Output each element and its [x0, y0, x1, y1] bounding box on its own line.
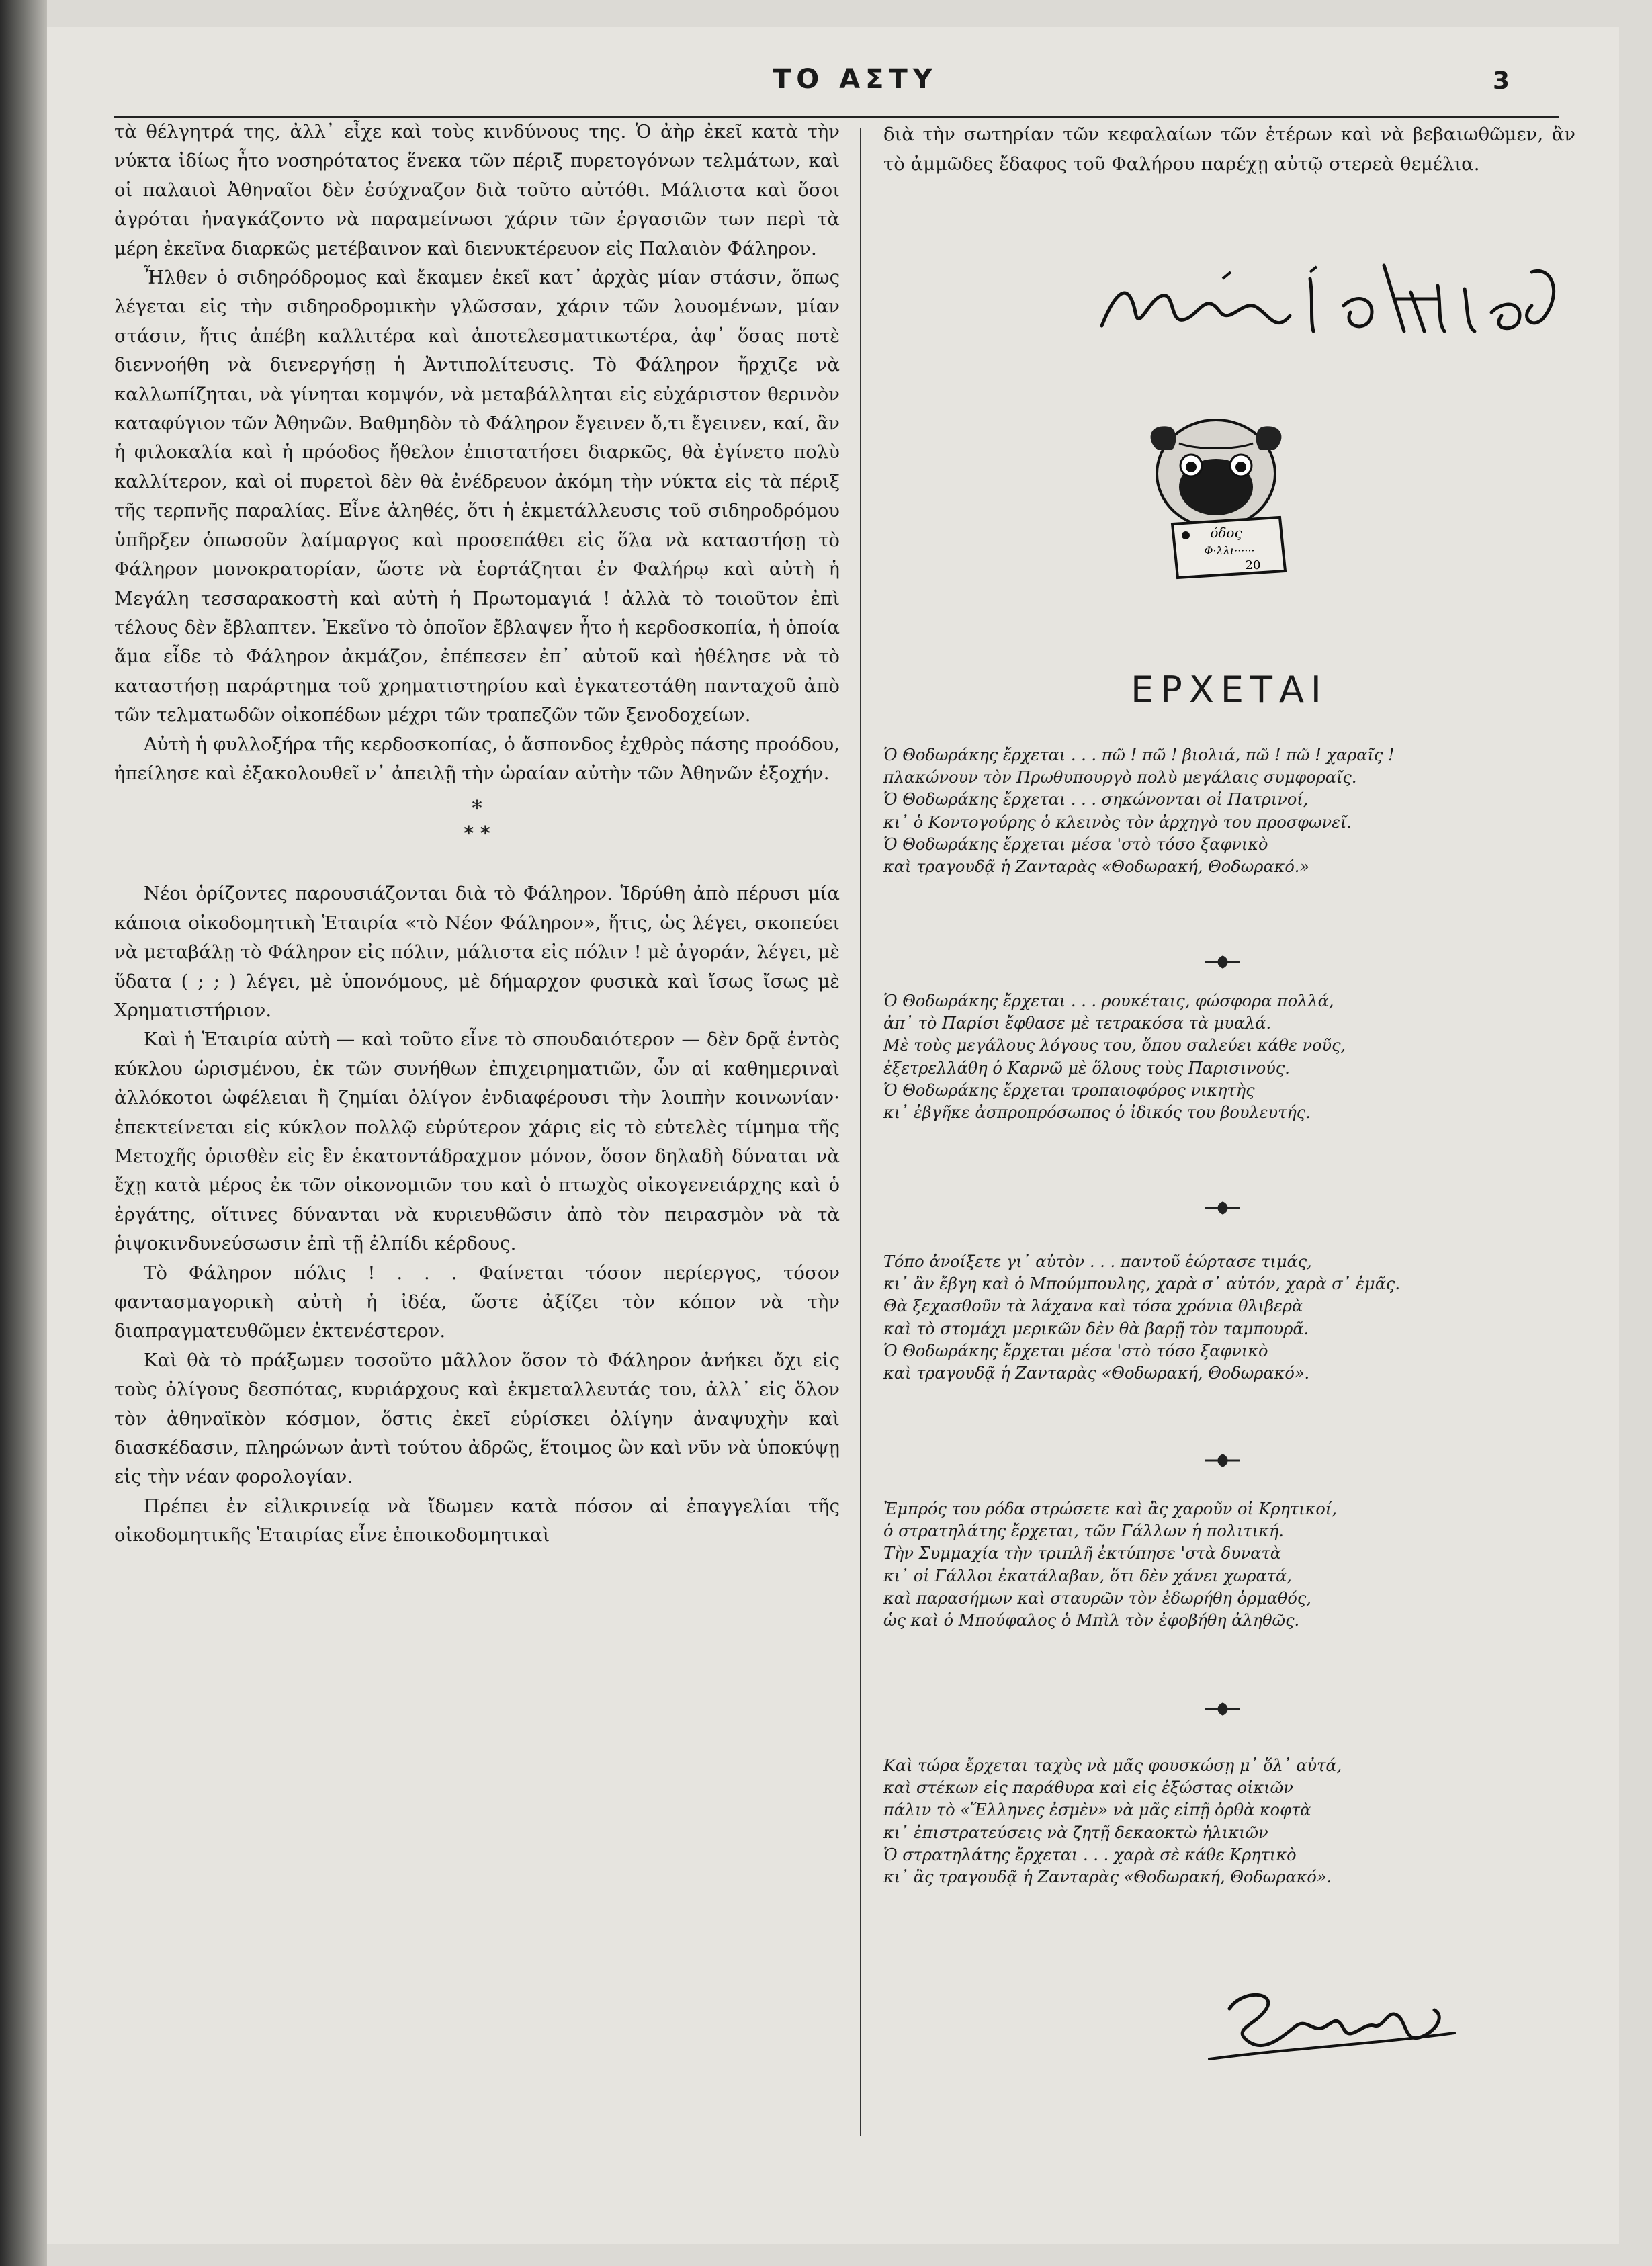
- leaf-ornament: [1203, 954, 1243, 970]
- leaf-ornament: [1203, 1200, 1243, 1216]
- poem-line: Ὁ Θοδωράκης ἔρχεται . . . σηκώνονται οἱ Πατρινοί,: [883, 790, 1309, 810]
- leaf-ornament: [1203, 1452, 1243, 1469]
- poem-line: Ὁ Θοδωράκης ἔρχεται . . . ρουκέταις, φώσφορα πολλά,: [883, 992, 1334, 1010]
- poem-line: Ὁ Θοδωράκης ἔρχεται μέσα 'στὸ τόσο ξαφνικὸ: [883, 1341, 1268, 1360]
- poem-line: Θὰ ξεχασθοῦν τὰ λάχανα καὶ τόσα χρόνια θλιβερὰ: [883, 1297, 1303, 1316]
- paragraph: Καὶ θὰ τὸ πράξωμεν τοσοῦτο μᾶλλον ὅσον τὸ Φάληρον ἀνήκει ὄχι εἰς τοὺς ὀλίγους δεσπότας, κυριάρχους καὶ ἐκμεταλλευτάς του, ἀλλ᾽ εἰς ὅλον τὸν ἀθηναϊκὸν κόσμον, ὅστις ἐκεῖ εὑρίσκει ὀλίγην ἀναψυχὴν καὶ διασκέδασιν, πληρώνων ἀντὶ τούτου ἀδρῶς, ἕτοιμος ὢν καὶ νῦν νὰ ὑποκύψῃ εἰς τὴν νέαν φορολογίαν.: [114, 1349, 840, 1488]
- poem-line: Ἐμπρός του ρόδα στρώσετε καὶ ἂς χαροῦν οἱ Κρητικοί,: [883, 1499, 1337, 1518]
- poem-line: ἀπ᾽ τὸ Παρίσι ἔφθασε μὲ τετρακόσα τὰ μυαλά.: [883, 1014, 1272, 1033]
- paragraph: τὰ θέλγητρά της, ἀλλ᾽ εἶχε καὶ τοὺς κινδύνους της. Ὁ ἀὴρ ἐκεῖ κατὰ τὴν νύκτα ἰδίως ἦτο νοσηρότατος ἕνεκα τῶν πέριξ πυρετογόνων τελμάτων, καὶ οἱ παλαιοὶ Ἀθηναῖοι δὲν ἐσύχναζον διὰ τοῦτο αὐτόθι. Μάλιστα καὶ ὅσοι ἀγρόται ἠναγκάζοντο νὰ παραμείνωσι χάριν τῶν ἐργασιῶν των περὶ τὰ μέρη ἐκεῖνα διαρκῶς μετέβαινον καὶ διενυκτέρευον εἰς Παλαιὸν Φάληρον.: [114, 121, 840, 259]
- card-text-line-1: όδος: [1210, 525, 1242, 541]
- poem-stanza-1: [883, 744, 1575, 878]
- poem-line: ὡς καὶ ὁ Μπούφαλος ὁ Μπὶλ τὸν ἐφοβήθη ἀληθῶς.: [883, 1611, 1300, 1630]
- card-text-line-3: 20: [1245, 558, 1261, 572]
- right-column-article-end: [883, 120, 1575, 179]
- poem-line: Ὁ Θοδωράκης ἔρχεται . . . πῶ ! πῶ ! βιολιά, πῶ ! πῶ ! χαραῖς !: [883, 746, 1395, 765]
- poem-line: καὶ παρασήμων καὶ σταυρῶν τὸν ἐδωρήθη ὁρμαθός,: [883, 1588, 1311, 1608]
- paragraph: Αὐτὴ ἡ φυλλοξήρα τῆς κερδοσκοπίας, ὁ ἄσπονδος ἐχθρὸς πάσης προόδου, ἠπείλησε καὶ ἐξακολουθεῖ ν᾽ ἀπειλῇ τὴν ὡραίαν αὐτὴν τῶν Ἀθηνῶν ἐξοχήν.: [114, 733, 840, 784]
- left-column-article: [114, 118, 840, 1551]
- poem-stanza-4: [883, 1498, 1575, 1632]
- poem-line: κι᾽ οἱ Γάλλοι ἐκατάλαβαν, ὅτι δὲν χάνει χωρατά,: [883, 1566, 1292, 1585]
- poem-line: Μὲ τοὺς μεγάλους λόγους του, ὅπου σαλεύει κάθε νοῦς,: [883, 1036, 1346, 1055]
- paragraph: Νέοι ὁρίζοντες παρουσιάζονται διὰ τὸ Φάληρον. Ἱδρύθη ἀπὸ πέρυσι μία κάποια οἰκοδομητικὴ Ἑταιρία «τὸ Νέον Φάληρον», ἥτις, ὡς λέγει, σκοπεύει νὰ μεταβάλῃ τὸ Φάληρον εἰς πόλιν, μάλιστα εἰς πόλιν ! μὲ ἀγοράν, λέγει, μὲ ὕδατα ( ; ; ) λέγει, μὲ ὑπονόμους, μὲ δήμαρχον φυσικὰ καὶ ἴσως ἴσως μὲ Χρηματιστήριον.: [114, 883, 840, 1021]
- poem-stanza-3: [883, 1251, 1575, 1385]
- asterism-separator: [114, 796, 840, 847]
- handwritten-signature-herodes: [1088, 252, 1572, 359]
- poem-line: καὶ τὸ στομάχι μερικῶν δὲν θὰ βαρῇ τὸν ταμπουρᾶ.: [883, 1319, 1309, 1338]
- asterism-top: *: [472, 797, 482, 821]
- paragraph: Ἦλθεν ὁ σιδηρόδρομος καὶ ἔκαμεν ἐκεῖ κατ᾽ ἀρχὰς μίαν στάσιν, ὅπως λέγεται εἰς τὴν σιδηροδρομικὴν γλῶσσαν, χάριν τῶν λουομένων, μίαν στάσιν, ἥτις ἀπέβη καλλιτέρα καὶ ἀποτελεσματικωτέρα, ἀφ᾽ ὅσας ποτὲ διεννοήθη νὰ διενεργήσῃ ἡ Ἀντιπολίτευσις. Τὸ Φάληρον ἤρχιζε νὰ καλλωπίζηται, νὰ γίνηται κομψόν, νὰ μεταβάλληται εἰς εὐχάριστον θερινὸν καταφύγιον τῶν Ἀθηνῶν. Βαθμηδὸν τὸ Φάληρον ἔγεινεν ὅ,τι ἔγεινεν, καί, ἂν ἡ φιλοκαλία καὶ ἡ πρόοδος ἤθελον ἐπιστατήσει διαρκῶς, θὰ ἐγίνετο πολὺ καλλίτερον, καὶ οἱ πυρετοὶ δὲν θὰ ἐνέδρευον ἀκόμη τὴν νύκτα εἰς τὰ πέριξ τῆς τερπνῆς παραλίας. Εἶνε ἀληθές, ὅτι ἡ ἐκμετάλλευσις τοῦ σιδηροδρόμου ὑπῆρξεν ὁπωσοῦν λαίμαργος καὶ προσεπάθει εἰς ὅλα νὰ καταστήσῃ τὸ Φάληρον μονοκρατορίαν, ὥστε νὰ ἑορτάζηται ἐν Φαλήρῳ καὶ αὐτὴ ἡ Μεγάλη τεσσαρακοστὴ καὶ αὐτὴ ἡ Πρωτομαγιά ! ἀλλὰ τὸ τοιοῦτον ἐπὶ τέλους δὲν ἔβλαπτεν. Ἐκεῖνο τὸ ὁποῖον ἔβλαψεν ἦτο ἡ κερδοσκοπία, ἡ ὁποία ἅμα εἶδε τὸ Φάληρον ἀκμάζον, ἐπέπεσεν ἐπ᾽ αὐτοῦ καὶ ἠθέλησε νὰ τὸ καταστήσῃ παράρτημα τοῦ χρηματιστηρίου καὶ ἐγκατεστάθη πανταχοῦ ἀπὸ τῶν τελματωδῶν οἰκοπέδων μέχρι τῶν τραπεζῶν τῶν ξενοδοχείων.: [114, 267, 840, 726]
- page-number: 3: [1493, 67, 1510, 95]
- card-text-line-2: Φ·λλι······: [1204, 544, 1255, 557]
- poem-line: Καὶ τώρα ἔρχεται ταχὺς νὰ μᾶς φουσκώσῃ μ᾽ ὅλ᾽ αὐτά,: [883, 1756, 1342, 1775]
- poem-line: κι᾽ ἂς τραγουδᾷ ἡ Ζανταρὰς «Θοδωρακή, Θοδωρακό».: [883, 1868, 1332, 1887]
- masthead-title: ΤΟ ΑΣΤΥ: [773, 64, 938, 95]
- paragraph: Πρέπει ἐν εἰλικρινείᾳ νὰ ἴδωμεν κατὰ πόσον αἱ ἐπαγγελίαι τῆς οἰκοδομητικῆς Ἑταιρίας εἶνε ἐποικοδομητικαὶ: [114, 1495, 840, 1546]
- poem-line: Ὁ στρατηλάτης ἔρχεται . . . χαρὰ σὲ κάθε Κρητικὸ: [883, 1845, 1297, 1864]
- paragraph: διὰ τὴν σωτηρίαν τῶν κεφαλαίων τῶν ἑτέρων καὶ νὰ βεβαιωθῶμεν, ἂν τὸ ἀμμῶδες ἔδαφος τοῦ Φαλήρου παρέχῃ αὐτῷ στερεὰ θεμέλια.: [883, 124, 1575, 175]
- poem-stanza-2: [883, 990, 1575, 1124]
- poem-line: κι᾽ ὁ Κοντογούρης ὁ κλεινὸς τὸν ἀρχηγὸ του προσφωνεῖ.: [883, 812, 1352, 832]
- handwritten-signature-souris: [1203, 1968, 1458, 2076]
- poem-line: κι᾽ ἐπιστρατεύσεις νὰ ζητῇ δεκαοκτὼ ἡλικιῶν: [883, 1823, 1268, 1842]
- poem-line: Ὁ Θοδωράκης ἔρχεται μέσα 'στὸ τόσο ξαφνικὸ: [883, 834, 1268, 854]
- book-binding-edge: [0, 0, 47, 2266]
- paragraph: Καὶ ἡ Ἑταιρία αὐτὴ — καὶ τοῦτο εἶνε τὸ σπουδαιότερον — δὲν δρᾷ ἐντὸς κύκλου ὡρισμένου, ἐκ τῶν συνήθων ἐπιχειρηματιῶν, ὧν αἱ καθημεριναὶ ἀλλόκοτοι ὠφέλειαι ἢ ζημίαι ὀλίγον ἐνδιαφέρουσι τὴν λοιπὴν κοινωνίαν· ἐπεκτείνεται εἰς κύκλον πολλῷ εὐρύτερον χάρις εἰς τὸ εὐτελὲς τίμημα τῆς Μετοχῆς ὁρισθὲν εἰς ἓν ἑκατοντάδραχμον μόνον, ὅσον δηλαδὴ δύναται νὰ ἔχῃ κατὰ μέρος ἐκ τῶν οἰκονομιῶν του καὶ ὁ πτωχὸς οἰκογενειάρχης καὶ ὁ ἐργάτης, οἵτινες δύνανται νὰ κυριευθῶσιν ἀπὸ τὸν πειρασμὸν νὰ τὰ ῥιψοκινδυνεύσωσιν ἐπὶ τῇ ἐλπίδι κέρδους.: [114, 1029, 840, 1255]
- poem-line: Τὴν Συμμαχία τὴν τριπλῆ ἐκτύπησε 'στὰ δυνατὰ: [883, 1544, 1281, 1563]
- poem-stanza-5: [883, 1755, 1575, 1888]
- poem-line: πλακώνουν τὸν Πρωθυπουργὸ πολὺ μεγάλαις συμφοραῖς.: [883, 768, 1357, 787]
- poem-line: καὶ στέκων εἰς παράθυρα καὶ εἰς ἐξώστας οἰκιῶν: [883, 1778, 1293, 1798]
- poem-line: πάλιν τὸ «Ἕλληνες ἐσμὲν» νὰ μᾶς εἰπῇ ὀρθὰ κοφτὰ: [883, 1800, 1311, 1820]
- poem-line: Τόπο ἀνοίξετε γι᾽ αὐτὸν . . . παντοῦ ἑώρτασε τιμάς,: [883, 1252, 1312, 1271]
- poem-line: καὶ τραγουδᾷ ἡ Ζανταρὰς «Θοδωρακή, Θοδωρακό.»: [883, 857, 1310, 877]
- poem-line: Ὁ Θοδωράκης ἔρχεται τροπαιοφόρος νικητὴς: [883, 1080, 1255, 1100]
- poem-line: κι᾽ ἂν ἔβγη καὶ ὁ Μπούμπουλης, χαρὰ σ᾽ αὐτόν, χαρὰ σ᾽ ἐμᾶς.: [883, 1274, 1400, 1294]
- pug-with-card-illustration: [1139, 413, 1300, 588]
- poem-line: κι᾽ ἐβγῆκε ἀσπροπρόσωπος ὁ ἰδικός του βουλευτής.: [883, 1103, 1311, 1123]
- asterism-bottom: * *: [464, 822, 490, 846]
- poem-title: ΕΡΧΕΤΑΙ: [1131, 668, 1328, 711]
- poem-line: καὶ τραγουδᾷ ἡ Ζανταρὰς «Θοδωρακή, Θοδωρακό».: [883, 1364, 1310, 1383]
- poem-line: ἐξετρελλάθη ὁ Καρνῶ μὲ ὅλους τοὺς Παρισινούς.: [883, 1058, 1290, 1078]
- paragraph: Τὸ Φάληρον πόλις ! . . . Φαίνεται τόσον περίεργος, τόσον φαντασμαγορικὴ αὐτὴ ἡ ἰδέα, ὥστε ἀξίζει τὸν κόπον νὰ τὴν διαπραγματευθῶμεν ἐκτενέστερον.: [114, 1262, 840, 1342]
- poem-line: ὁ στρατηλάτης ἔρχεται, τῶν Γάλλων ἡ πολιτική.: [883, 1522, 1284, 1541]
- leaf-ornament: [1203, 1701, 1243, 1717]
- column-divider: [860, 128, 861, 2136]
